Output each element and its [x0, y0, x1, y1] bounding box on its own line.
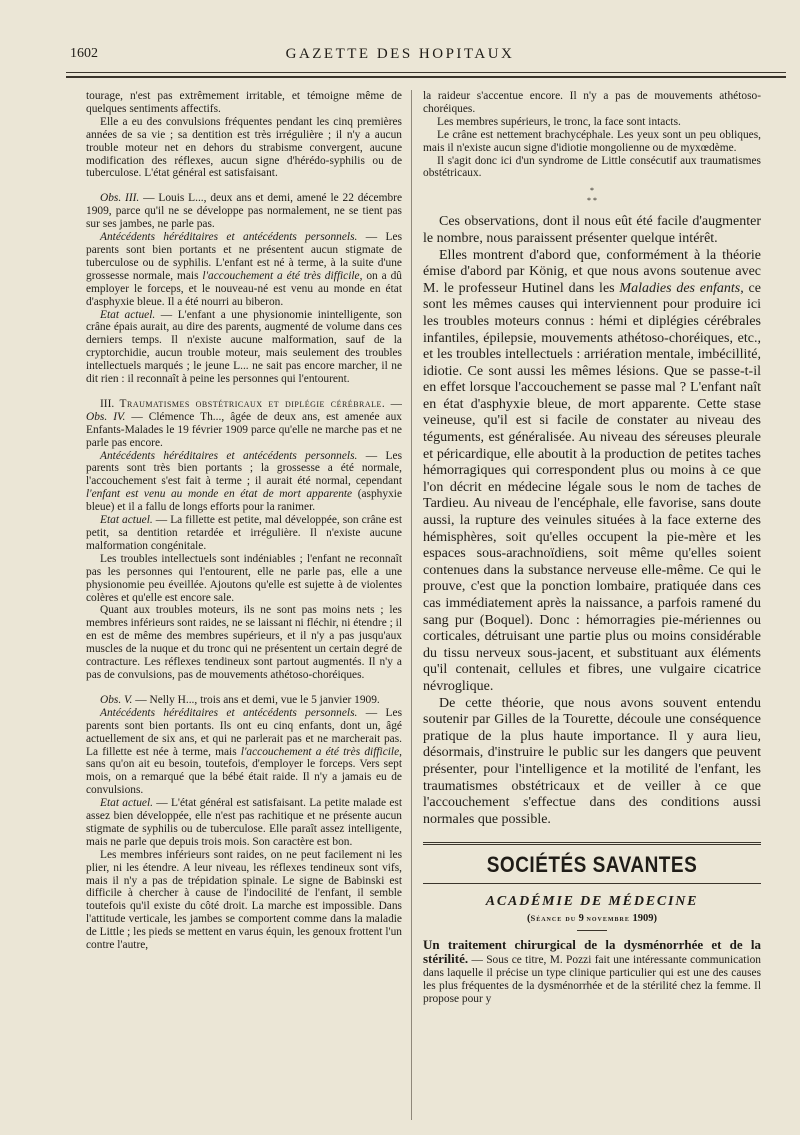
obs-label: Obs. III. [100, 192, 140, 205]
paragraph: la raideur s'accentue encore. Il n'y a pas de mouvements athétoso-choréiques. [423, 90, 761, 115]
obs-text: — La fillette est petite, mal développée, son crâne est petit, sa dentition retardée et irrégulière. Il n'existe aucune malformation congénitale. [86, 514, 402, 552]
paragraph [423, 248, 761, 696]
article-text: — Sous ce titre, M. Pozzi fait une intéressante communication dans laquelle il précise un type clinique particulier qui est une des causes les plus fréquentes de la dysménorrhée et de la stérilité chez la femme. Il propose pour y [423, 954, 761, 1005]
book-title: Maladies des enfants [619, 280, 741, 296]
paragraph: Les membres supérieurs, le tronc, la face sont intacts. [437, 115, 681, 128]
academy-heading: ACADÉMIE DE MÉDECINE [485, 894, 699, 910]
section-title: SOCIÉTÉS SAVANTES [486, 853, 698, 879]
paragraph-text: , ce sont les mêmes causes qui interviennent pour produire ici les troubles moteurs connus : hémi et diplégies cérébrales infantiles, épilepsie, mouvements athétoso-choréiques, etc., et les troubles intellectuels : arriération mentale, imbécillité, idiotie. Ce sont aussi les mêmes lésions. Que se passe-t-il en effet lorsque l'accouchement se passe mal ? L'enfant naît en état d'asphyxie bleue, de mort apparente. Cette stase veineuse, qu'il est si facile de constater au niveau des téguments, est généralisée. Au niveau des séreuses pleurale et péricardique, elle aboutit à la production de petites taches hémorragiques qui correspondent plus ou moins à ce que l'on décrit en médecine légale sous le nom de taches de Tardieu. Au niveau de l'encéphale, elle favorise, sans doute aussi, la rupture des veinules situées à la face externe des hémisphères, soit qu'elles occupent la pie-mère et les espaces sous-arachnoïdiens, soit même qu'elles soient contenues dans la substance nerveuse elle-même. Ce qui le prouve, c'est que la ponction lombaire, pratiquée dans ces cas immédiatement après la naissance, a parfois ramené du sang pur (Boquel). Donc : hémorragies pie-mériennes ou corticales, détruisant une partie plus ou moins considérable du tissu nerveux sous-jacent, et substituant aux éléments qu'il contenait, cellules et fibres, une vulgaire cicatrice névroglique. [423, 280, 761, 694]
paragraph: Quant aux troubles moteurs, ils ne sont pas moins nets ; les membres inférieurs sont raides, ne se laissant ni fléchir, ni étendre ; il en est de même des membres supérieurs, et il n'y a pas jusqu'aux muscles de la nuque et du tronc qui ne présentent un certain degré de contracture. Les réflexes tendineux sont partout augmentés. Il n'y a pas de convulsions, pas de mouvements athétoso-choréiques. [86, 604, 402, 681]
paragraph [86, 231, 402, 308]
obs-label: Obs. V. [100, 693, 133, 706]
obs-emphasis: l'enfant est venu au monde en état de mort apparente [86, 488, 353, 501]
obs-text: — Nelly H..., trois ans et demi, vue le 5 janvier 1909. [132, 693, 380, 706]
asterism: * * * [587, 186, 597, 206]
paragraph [86, 797, 402, 849]
obs-text: — Clémence Th..., âgée de deux ans, est amenée aux Enfants-Malades le 19 février 1909 parce qu'elle ne marche pas et ne parle pas encore. [86, 410, 402, 449]
observation-3 [86, 192, 402, 231]
section-title: Traumatismes obstétricaux et diplégie cérébrale. [119, 397, 386, 410]
session-day: 9 [576, 913, 587, 925]
obs-text: — Les parents sont bien portants et ne présentent aucun stigmate de tuberculose ou de syphilis. L'enfant est né à terme, à la suite d'une grossesse normale, mais [86, 231, 402, 282]
commentary [423, 214, 761, 828]
paragraph: Les membres inférieurs sont raides, on ne peut facilement ni les plier, ni les étendre. A leur niveau, les réflexes tendineux sont vifs, mais il n'y a pas de trépidation spinale. Le signe de Babinski est difficile à chercher à cause de l'indocilité de l'enfant, il semble toutefois qu'il existe du côté droit. La marche est impossible. Dans l'attitude verticale, les jambes se comportent comme dans la maladie de Little ; les pieds se mettent en varus équin, les genoux frottent l'un contre l'autre, [86, 848, 402, 952]
session-date [423, 913, 761, 924]
obs-text: — Louis L..., deux ans et demi, amené le 22 décembre 1909, parce qu'il ne se développe pas normalement, ne se tient pas sur ses jambes, ne parle pas. [86, 192, 402, 231]
paragraph: Il s'agit donc ici d'un syndrome de Little consécutif aux traumatismes obstétricaux. [423, 154, 761, 180]
paragraph [86, 707, 402, 797]
section-number: III. [100, 397, 115, 410]
obs-subheading: Etat actuel. [100, 797, 153, 810]
obs-text: , on a dû employer le forceps, et le nouveau-né est venu au monde en état d'asphyxie bleue. Il a été nourri au biberon. [86, 269, 402, 308]
paragraph: De cette théorie, que nous avons souvent entendu soutenir par Gilles de la Tourette, découle une conséquence pratique de la plus haute importance. Il y aura lieu, désormais, d'instruire le public sur les dangers que peuvent présenter, pour l'intelligence et la motilité de l'enfant, les traumatismes obstétricaux et de veiller à ce que l'accouchement s'effectue dans des conditions aussi normales que possible. [423, 695, 761, 827]
running-title: GAZETTE DES HOPITAUX [285, 46, 515, 62]
obs-text: — Les parents sont bien portants. Ils ont eu cinq enfants, dont un, âgé actuellement de six ans, et qui ne parlerait pas et ne marcherait pas. La fillette est née à terme, mais [86, 706, 402, 758]
obs-subheading: Antécédents héréditaires et antécédents personnels. [100, 449, 358, 462]
section-heading-3: III. Traumatismes obstétricaux et diplégie cérébrale. — Obs. IV. — Clémence Th..., âgée de deux ans, est amenée aux Enfants-Malades le 19 février 1909 parce qu'elle ne marche pas et ne parle pas encore. [86, 397, 402, 449]
session-year: 1909) [629, 913, 657, 925]
paragraph: Ces observations, dont il nous eût été facile d'augmenter le nombre, nous paraissent présenter quelque intérêt. [423, 214, 761, 246]
continued-observation [423, 90, 761, 180]
obs-subheading: Antécédents héréditaires et antécédents personnels. [100, 231, 358, 244]
obs-subheading: Etat actuel. [100, 308, 156, 321]
obs-label: Obs. IV. [86, 410, 126, 423]
page-number: 1602 [70, 46, 98, 61]
obs-emphasis: l'accouchement a été très difficile [240, 745, 400, 758]
article-heading: Un traitement chirurgical de la dysménorrhée et de la stérilité. [423, 937, 761, 967]
paragraph: tourage, n'est pas extrêmement irritable, et témoigne même de quelques sentiments affectifs. [86, 90, 402, 115]
header-rule-thick [66, 76, 786, 78]
obs-text: (asphyxie bleue) et il a fallu de longs efforts pour la ranimer. [86, 488, 402, 514]
obs-subheading: Antécédents héréditaires et antécédents personnels. [100, 706, 358, 719]
session-label: Séance du [530, 913, 577, 924]
article-paragraph [423, 939, 761, 1006]
short-rule [577, 930, 607, 931]
obs-subheading: Etat actuel. [100, 514, 153, 527]
article [423, 939, 761, 1006]
left-column [86, 90, 402, 1120]
obs-text: , sans qu'on ait eu besoin, toutefois, d'employer le forceps. Vers sept mois, on a remarqué que la bébé était raide. Il n'y a jamais eu de convulsions. [86, 745, 402, 797]
paragraph [86, 514, 402, 553]
obs-text: — Les parents sont très bien portants ; la grossesse a été normale, l'accouchement s'est fait à terme ; il aurait été normal, cependant [86, 449, 402, 488]
paragraph [86, 309, 402, 386]
header-rule [66, 72, 786, 73]
session-month: novembre [586, 913, 630, 924]
obs-emphasis: l'accouchement a été très difficile [202, 269, 360, 282]
right-column [423, 90, 761, 1120]
obs-text: — L'enfant a une physionomie inintelligente, son crâne épais aurait, au dire des parents, augmenté de volume dans ces derniers temps. Il n'existe aucune malformation, sauf de la cryptorchidie, aucun trouble moteur, mais seulement des troubles intellectuels marqués ; le jeune L... ne sait pas encore marcher, il ne dit rien : il reconnaît à peine les personnes qui l'entourent. [86, 308, 402, 386]
paragraph: Les troubles intellectuels sont indéniables ; l'enfant ne reconnaît pas les personnes qui l'entourent, elle ne parle pas, elle a une physionomie peu éveillée. Ajoutons qu'elle est sujette à de violentes colères et qu'elle est encore sale. [86, 552, 402, 604]
obs-text: — L'état général est satisfaisant. La petite malade est assez bien développée, elle n'est pas rachitique et ne présente aucun stigmate de syphilis ou de tuberculose. Elle paraît assez intelligente, mais ne parle que depuis trois mois. Son caractère est bon. [86, 797, 402, 848]
paragraph [86, 450, 402, 515]
observation-5 [86, 694, 402, 707]
paragraph-text: Elles montrent d'abord que, conformément à la théorie émise d'abord par König, et que nous avons soutenue avec M. le professeur Hutinel dans les [423, 247, 761, 296]
paren: ( [527, 913, 531, 925]
paragraph: Elle a eu des convulsions fréquentes pendant les cinq premières années de sa vie ; sa dentition est très irrégulière ; il n'y a aucun trouble moteur net en dehors du strabisme convergent, aucune modification des réflexes, aucun signe d'hérédo-syphilis ou de tuberculose. L'état général est satisfaisant. [86, 115, 402, 180]
paragraph: Le crâne est nettement brachycéphale. Les yeux sont un peu obliques, mais il n'existe aucun signe d'idiotie mongolienne ou de myxœdème. [423, 128, 761, 154]
column-separator [411, 90, 412, 1120]
